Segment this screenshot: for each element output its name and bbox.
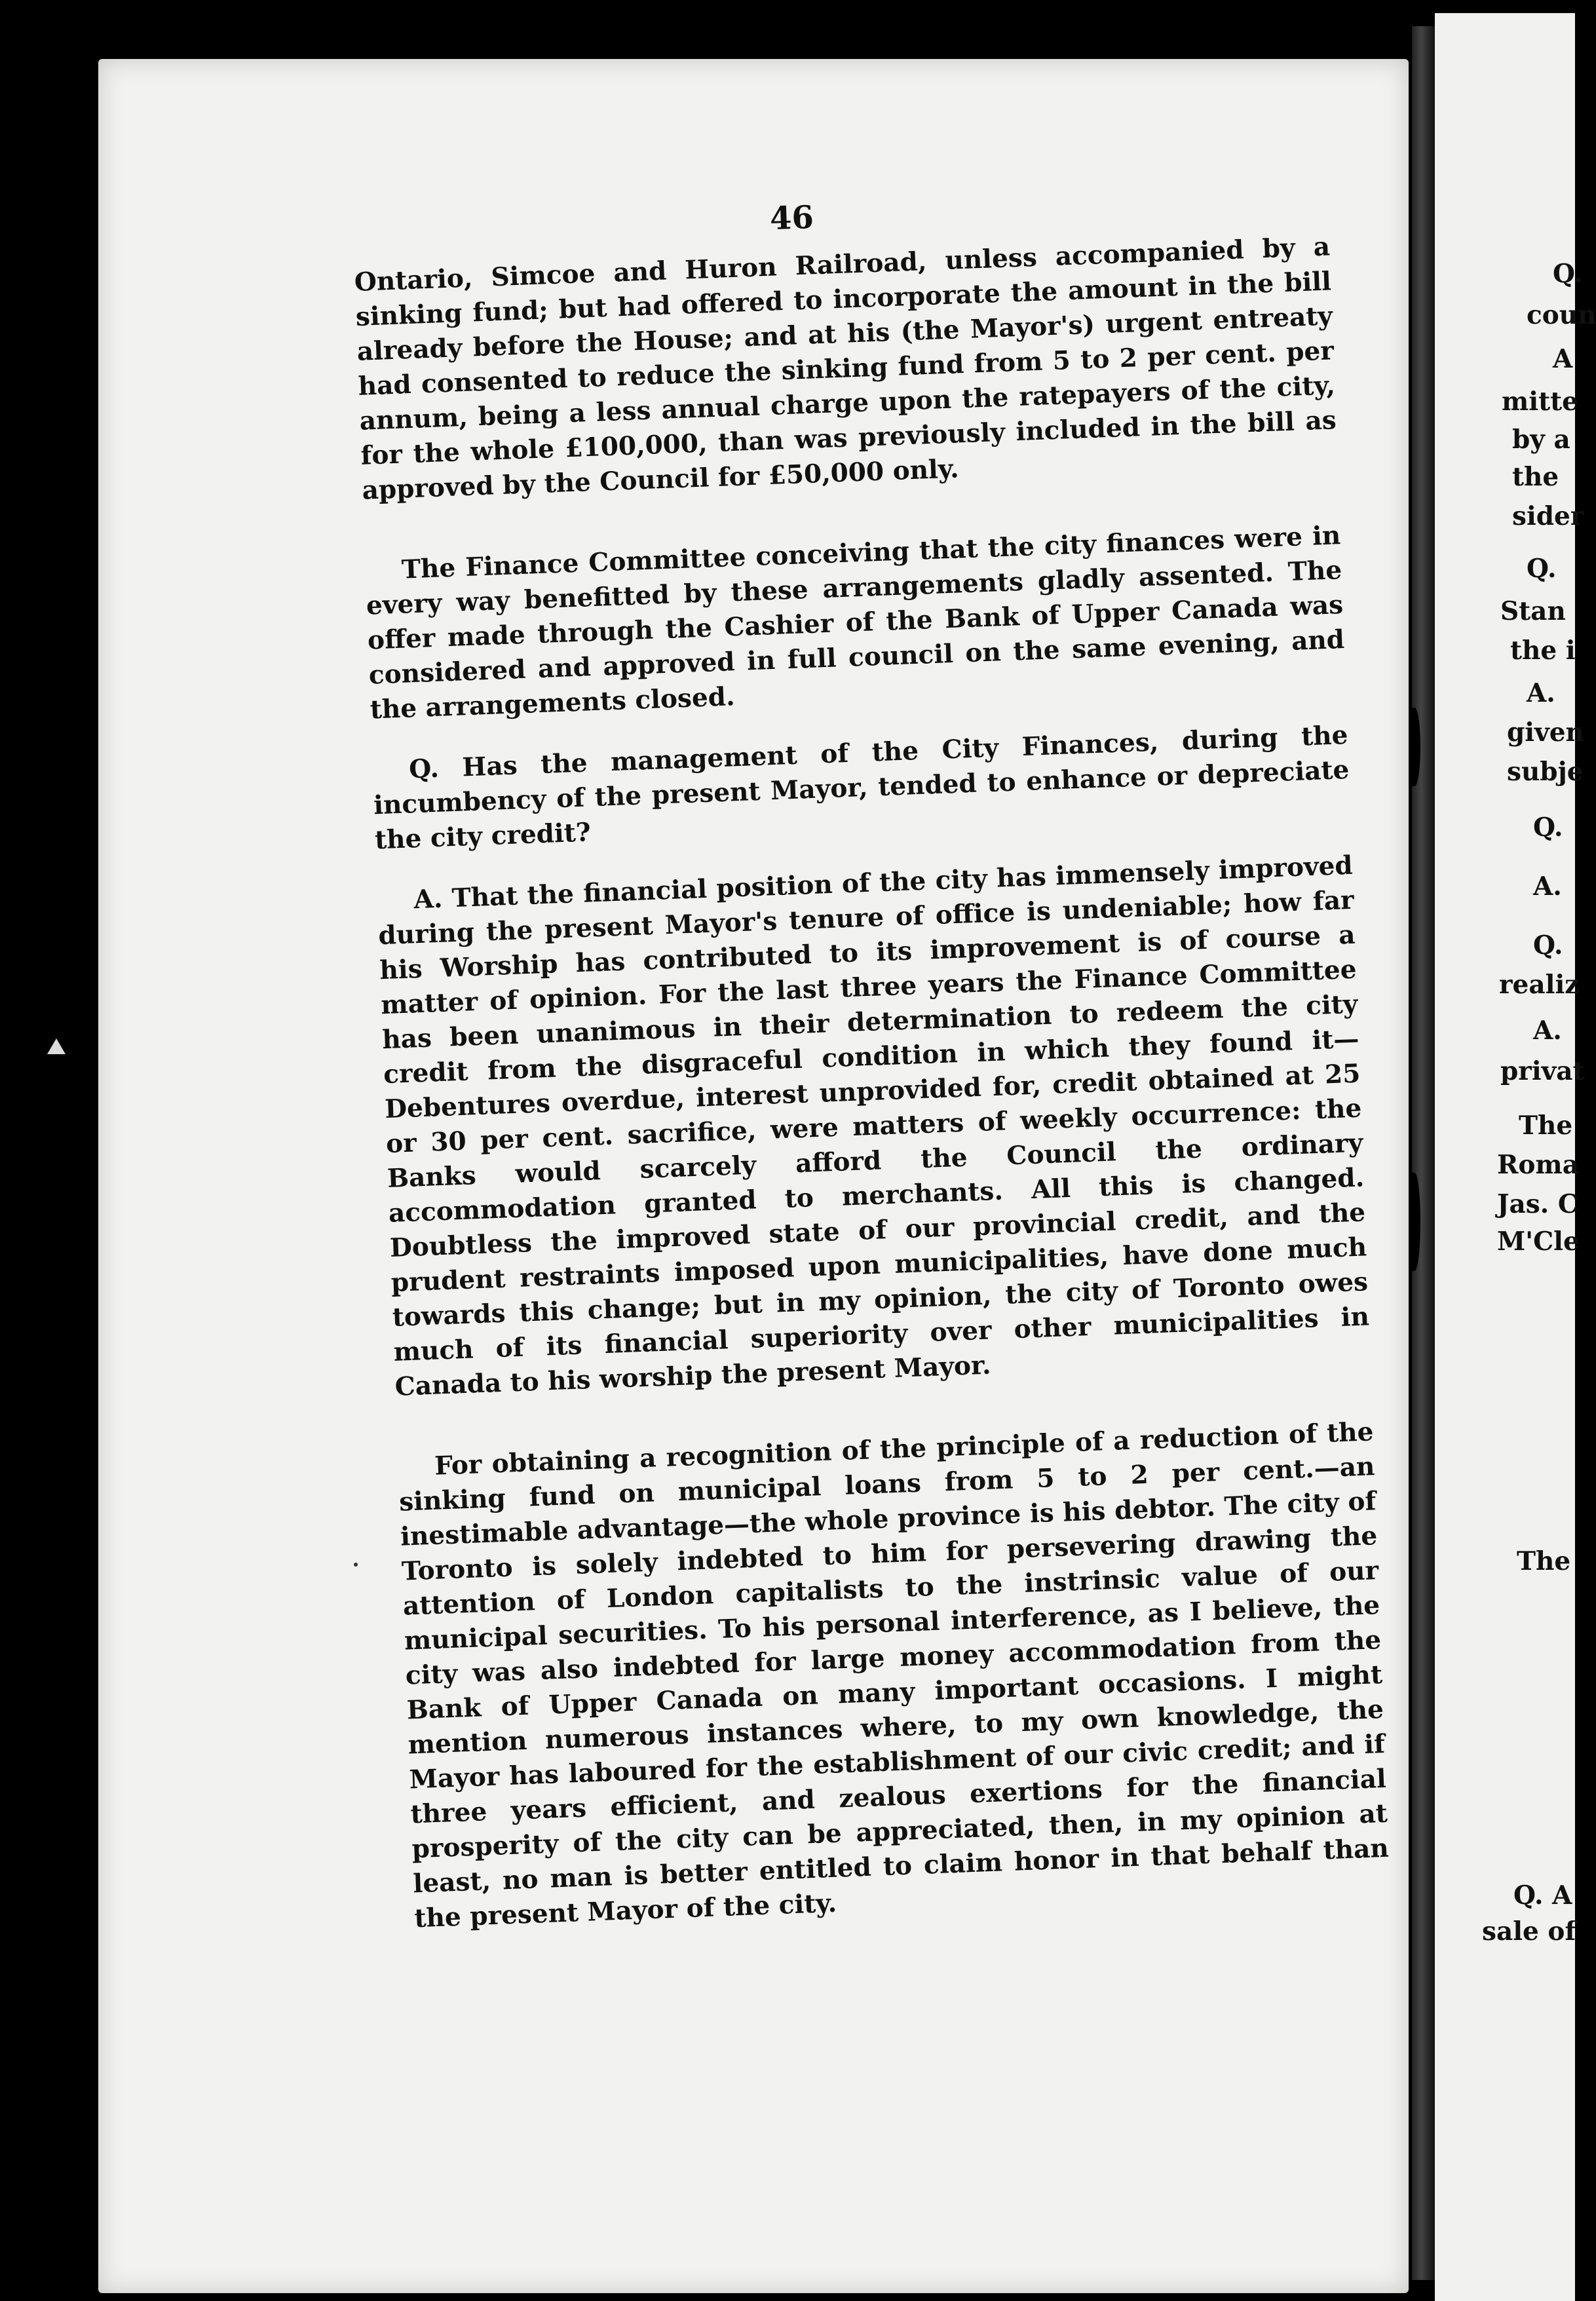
right-fragment: A xyxy=(1553,344,1573,374)
right-fragment: the i xyxy=(1510,636,1576,666)
right-fragment: Jas. C xyxy=(1497,1189,1578,1219)
right-fragment: the xyxy=(1512,462,1559,492)
right-fragment: privat xyxy=(1500,1056,1585,1086)
right-fragment: Q. xyxy=(1527,554,1557,584)
right-fragment: The xyxy=(1517,1546,1571,1576)
right-fragment: sale of xyxy=(1482,1916,1576,1947)
right-fragment: sider xyxy=(1512,501,1584,531)
right-fragment: Stan xyxy=(1500,596,1566,626)
right-fragment: A. xyxy=(1533,1016,1562,1046)
main-text xyxy=(354,229,1392,1962)
paragraph: For obtaining a recognition of the principle of a reduction of the sinking fund on municipal loans from 5 to 2 per cent.—an inestimable advantage—the whole province is his debtor. The city of Toronto is solely indebted to him for persevering drawing the attention of London capitalists to the instrinsic value of our municipal securities. To his personal interference, as I believe, the city was also indebted for large money accommodation from the Bank of Upper Canada on many important occasions. I might mention numerous instances where, to my own knowledge, the Mayor has laboured for the establishment of our civic credit; and if three years efficient, and zealous exertions for the financial prosperity of the city can be appreciated, then, in my opinion at least, no man is better entitled to claim honor in that behalf than the present Mayor of the city. xyxy=(398,1417,1390,1934)
page-edge-notch xyxy=(1409,708,1420,786)
right-fragment: Roma xyxy=(1497,1150,1579,1180)
right-fragment: subje xyxy=(1507,757,1584,787)
right-fragment: Q. xyxy=(1553,259,1583,289)
right-fragment: by a xyxy=(1512,425,1570,455)
right-fragment: realiz xyxy=(1499,970,1580,1000)
book-gutter xyxy=(1412,26,1435,2280)
right-fragment: Q. xyxy=(1533,930,1563,960)
right-fragment: A. xyxy=(1533,871,1562,902)
paragraph-question: Q. Has the management of the City Finances, during the incumbency of the present Mayor, tended to enhance or depreciate the city credit? xyxy=(373,719,1350,856)
page-number: 46 xyxy=(769,199,814,238)
page-edge-notch xyxy=(1409,1173,1420,1271)
right-fragment: The xyxy=(1519,1111,1573,1141)
paragraph: Ontario, Simcoe and Huron Railroad, unless accompanied by a sinking fund; but had offered to incorporate the amount in the bill already before the House; and at his (the Mayor's) urgent entreaty had consented to reduce the sinking fund from 5 to 2 per cent. per annum, being a less annual charge upon the ratepayers of the city, for the whole £100,000, than was previously included in the bill as approved by the Council for £50,000 only. xyxy=(354,231,1337,506)
ink-speck xyxy=(354,1563,358,1567)
margin-mark xyxy=(47,1038,66,1054)
right-fragment: mitte xyxy=(1502,387,1578,417)
right-fragment: given xyxy=(1507,717,1584,748)
right-fragment: A. xyxy=(1527,678,1555,708)
paragraph-answer: A. That the financial position of the city has immensely improved during the present Mayor's tenure of office is undeniable; how far his Worship has contributed to its improvement is of course a matter of opinion. For the last three years the Finance Committee has been unanimous in their determination to redeem the city credit from the disgraceful condition in which they found it—Debentures overdue, interest unprovided for, credit obtained at 25 or 30 per cent. sacrifice, were matters of weekly occurrence: the Banks would scarcely afford the Council the ordinary accommodation granted to merchants. All this is changed. Doubtless the improved state of our provincial credit, and the prudent restraints imposed upon municipalities, have done much towards this change; but in my opinion, the city of Toronto owes much of its financial superiority over other municipalities in Canada to his worship the present Mayor. xyxy=(377,850,1370,1402)
right-fragment: Q. A xyxy=(1513,1880,1572,1911)
right-fragment: coun xyxy=(1527,300,1596,330)
right-fragment: M'Cle xyxy=(1497,1227,1580,1257)
right-fragment: Q. xyxy=(1533,812,1563,843)
paragraph: The Finance Committee conceiving that the city finances were in every way benefitted by these arrangements gladly assented. The offer made through the Cashier of the Bank of Upper Canada was considered and approved in full council on the same evening, and the arrangements closed. xyxy=(366,520,1345,725)
